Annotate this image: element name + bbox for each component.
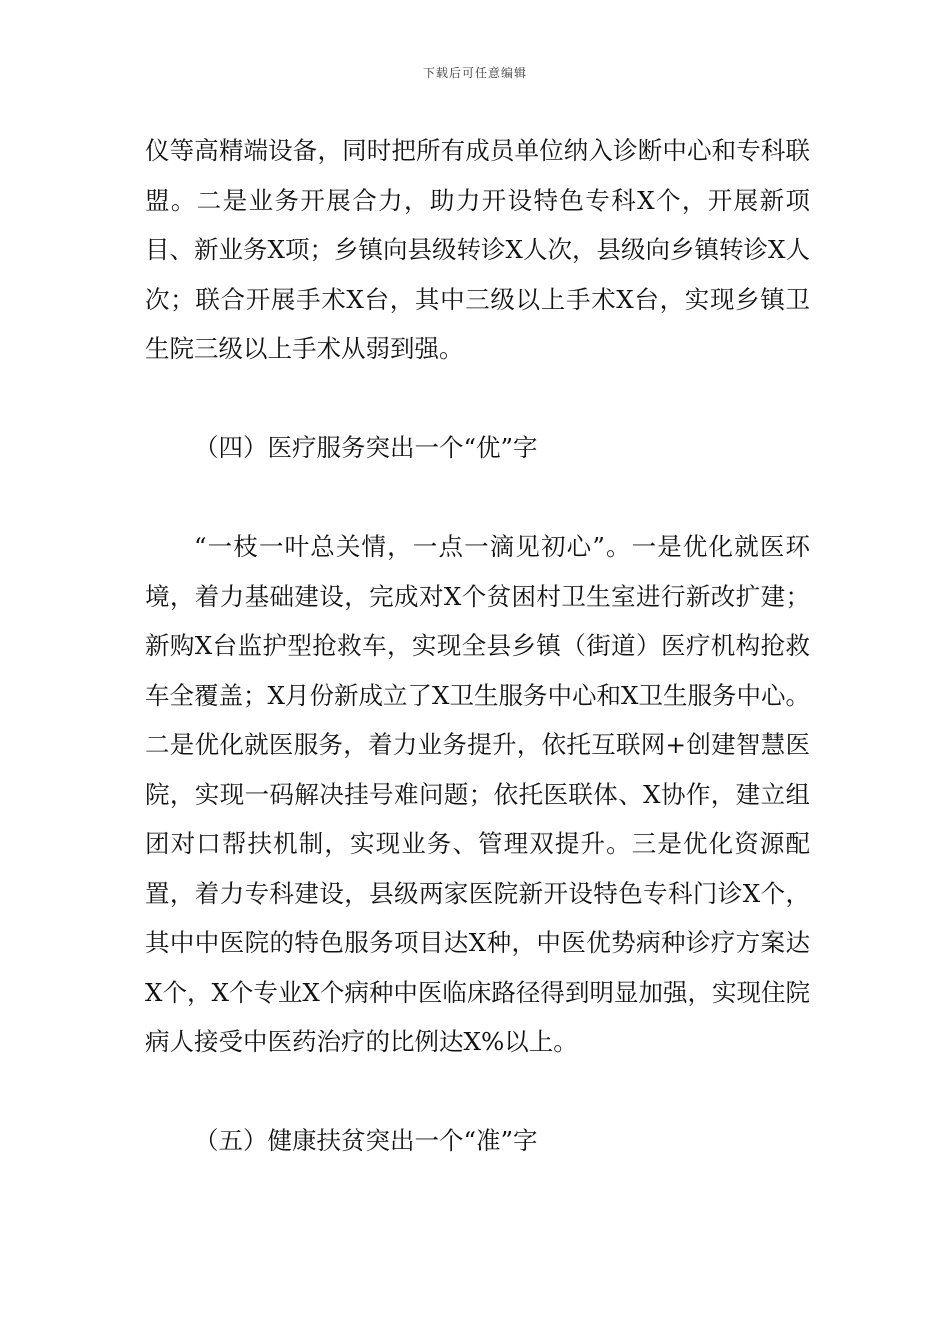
- paragraph-gap: [145, 374, 810, 424]
- paragraph-gap: [145, 473, 810, 523]
- paragraph-continuation: 仪等高精端设备，同时把所有成员单位纳入诊断中心和专科联盟。二是业务开展合力，助力开设特色专科X个，开展新项目、新业务X项；乡镇向县级转诊X人次，县级向乡镇转诊X人次；联合开展手术X台，其中三级以上手术X台，实现乡镇卫生院三级以上手术从弱到强。: [145, 136, 810, 363]
- document-body: [145, 126, 810, 1166]
- paragraph-gap: [145, 1067, 810, 1117]
- paragraph-section-4: “一枝一叶总关情，一点一滴见初心”。一是优化就医环境，着力基础建设，完成对X个贫困村卫生室进行新改扩建；新购X台监护型抢救车，实现全县乡镇（街道）医疗机构抢救车全覆盖；X月份新成立了X卫生服务中心和X卫生服务中心。二是优化就医服务，着力业务提升，依托互联网+创建智慧医院，实现一码解决挂号难问题；依托医联体、X协作，建立组团对口帮扶机制，实现业务、管理双提升。三是优化资源配置，着力专科建设，县级两家医院新开设特色专科门诊X个，其中中医院的特色服务项目达X种，中医优势病种诊疗方案达X个，X个专业X个病种中医临床路径得到明显加强，实现住院病人接受中医药治疗的比例达X%以上。: [145, 532, 810, 1056]
- section-heading-4: （四）医疗服务突出一个“优”字: [194, 433, 538, 462]
- page-header-note: 下载后可任意编辑: [422, 66, 527, 80]
- section-heading-5: （五）健康扶贫突出一个“准”字: [194, 1126, 538, 1155]
